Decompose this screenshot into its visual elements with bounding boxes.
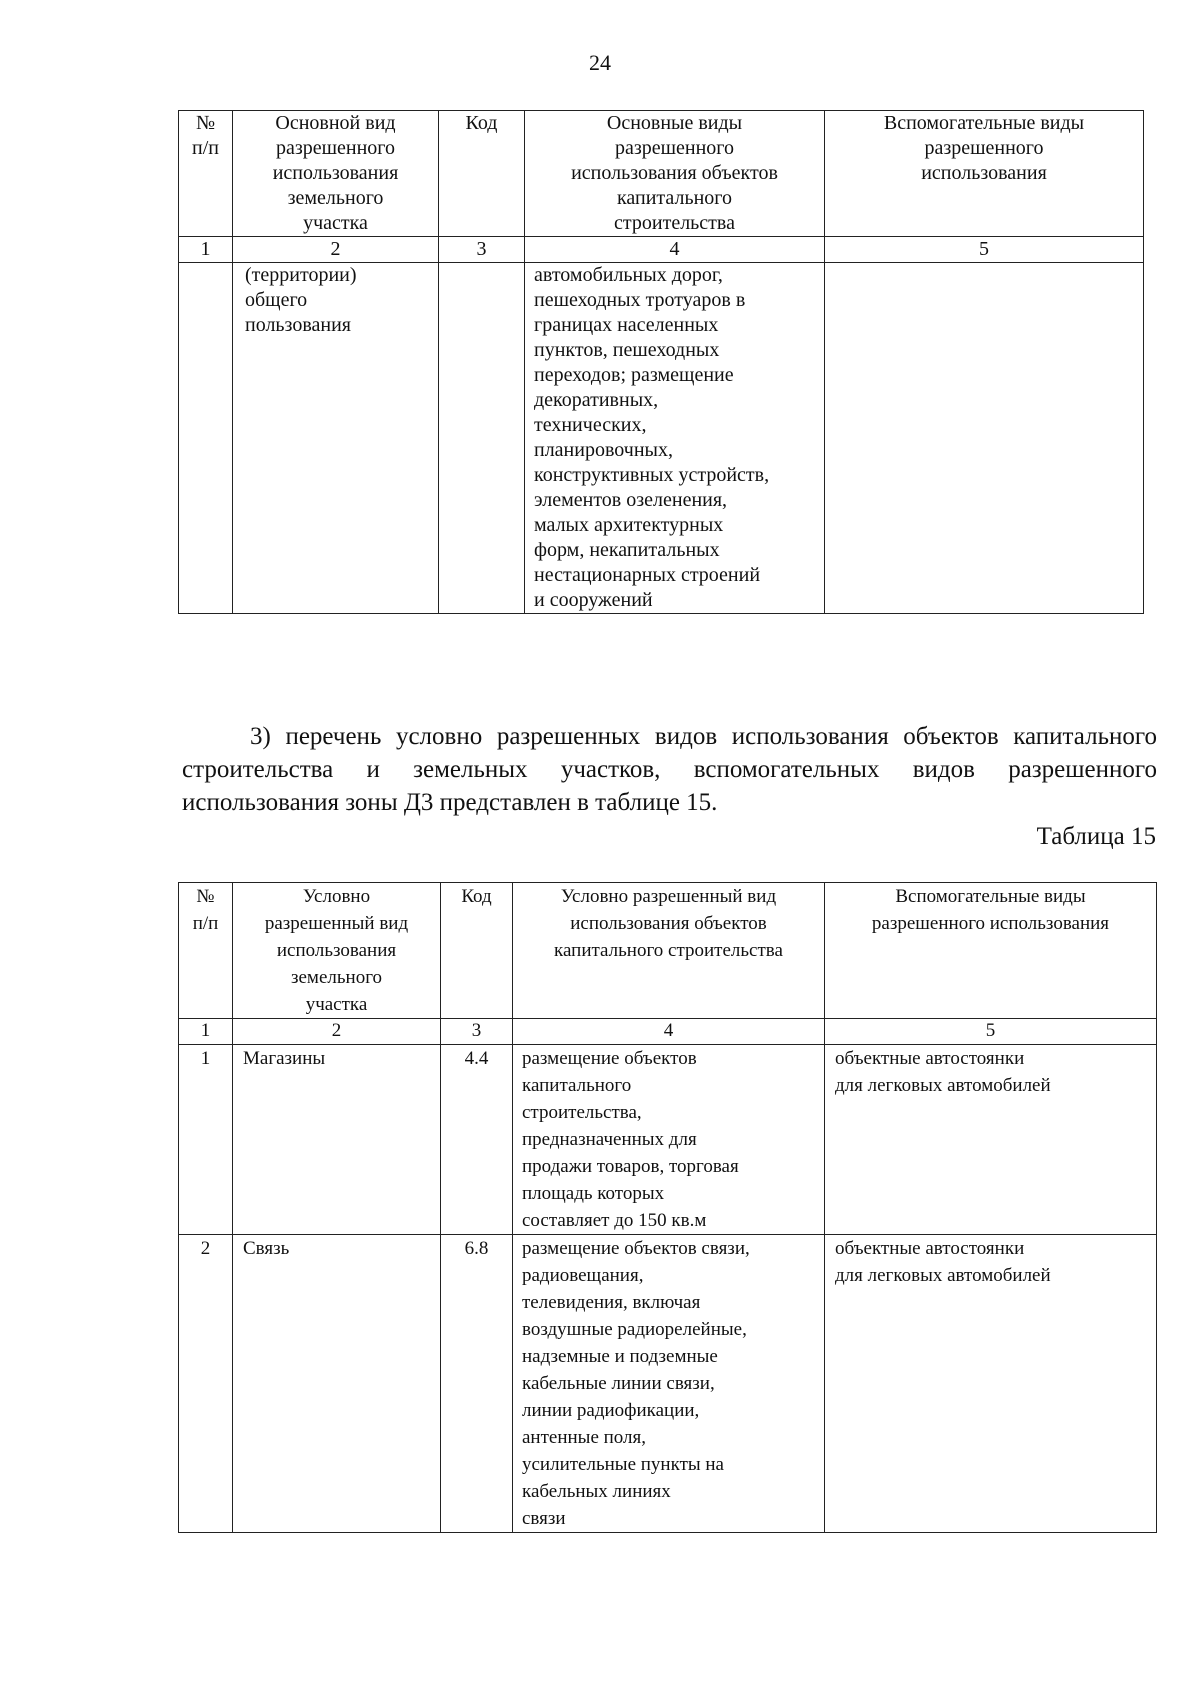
row-auxiliary-uses: объектные автостоянки для легковых автомобилей	[825, 1045, 1157, 1235]
column-numbers-row	[179, 237, 1144, 263]
table-15-conditional-uses	[178, 882, 1157, 1533]
table-header-row	[179, 111, 1144, 237]
table-header-row	[179, 883, 1157, 1019]
header-land-use-type: Основной вид разрешенного использования земельного участка	[233, 111, 439, 237]
column-numbers-row	[179, 1019, 1157, 1045]
table-allowed-uses-continued	[178, 110, 1144, 614]
column-number: 2	[233, 1019, 441, 1045]
table-row	[179, 1045, 1157, 1235]
header-auxiliary-uses: Вспомогательные виды разрешенного использования	[825, 883, 1157, 1019]
row-land-use-type: (территории) общего пользования	[233, 263, 439, 614]
row-auxiliary-uses	[825, 263, 1144, 614]
column-number: 3	[439, 237, 525, 263]
header-land-use-type: Условно разрешенный вид использования земельного участка	[233, 883, 441, 1019]
row-number: 1	[179, 1045, 233, 1235]
body-paragraph: 3) перечень условно разрешенных видов использования объектов капитального строительства и земельных участков, вспомогательных видов разрешенного использования зоны Д3 представлен в таблице 15.	[182, 723, 1157, 816]
header-auxiliary-uses: Вспомогательные виды разрешенного использования	[825, 111, 1144, 237]
column-number: 2	[233, 237, 439, 263]
column-number: 1	[179, 237, 233, 263]
header-number: № п/п	[179, 111, 233, 237]
row-code: 4.4	[441, 1045, 513, 1235]
column-number: 5	[825, 1019, 1157, 1045]
page-number: 24	[589, 50, 611, 75]
column-number: 1	[179, 1019, 233, 1045]
table-row	[179, 1235, 1157, 1533]
row-code: 6.8	[441, 1235, 513, 1533]
header-code: Код	[441, 883, 513, 1019]
row-conditional-uses: размещение объектов связи, радиовещания, телевидения, включая воздушные радиорелейные, надземные и подземные кабельные линии связи, линии радиофикации, антенные поля, усилительные пункты на кабельных линиях связи	[513, 1235, 825, 1533]
row-land-use-type: Связь	[233, 1235, 441, 1533]
row-number	[179, 263, 233, 614]
column-number: 5	[825, 237, 1144, 263]
header-number: № п/п	[179, 883, 233, 1019]
row-conditional-uses: размещение объектов капитального строительства, предназначенных для продажи товаров, торговая площадь которых составляет до 150 кв.м	[513, 1045, 825, 1235]
header-code: Код	[439, 111, 525, 237]
row-number: 2	[179, 1235, 233, 1533]
column-number: 3	[441, 1019, 513, 1045]
row-main-uses: автомобильных дорог, пешеходных тротуаров в границах населенных пунктов, пешеходных переходов; размещение декоративных, технических, планировочных, конструктивных устройств, элементов озеленения, малых архитектурных форм, некапитальных нестационарных строений и сооружений	[525, 263, 825, 614]
header-main-uses: Основные виды разрешенного использования объектов капитального строительства	[525, 111, 825, 237]
row-auxiliary-uses: объектные автостоянки для легковых автомобилей	[825, 1235, 1157, 1533]
table-caption: Таблица 15	[1036, 823, 1156, 850]
column-number: 4	[513, 1019, 825, 1045]
header-conditional-uses: Условно разрешенный вид использования объектов капитального строительства	[513, 883, 825, 1019]
column-number: 4	[525, 237, 825, 263]
table-row	[179, 263, 1144, 614]
row-land-use-type: Магазины	[233, 1045, 441, 1235]
row-code	[439, 263, 525, 614]
